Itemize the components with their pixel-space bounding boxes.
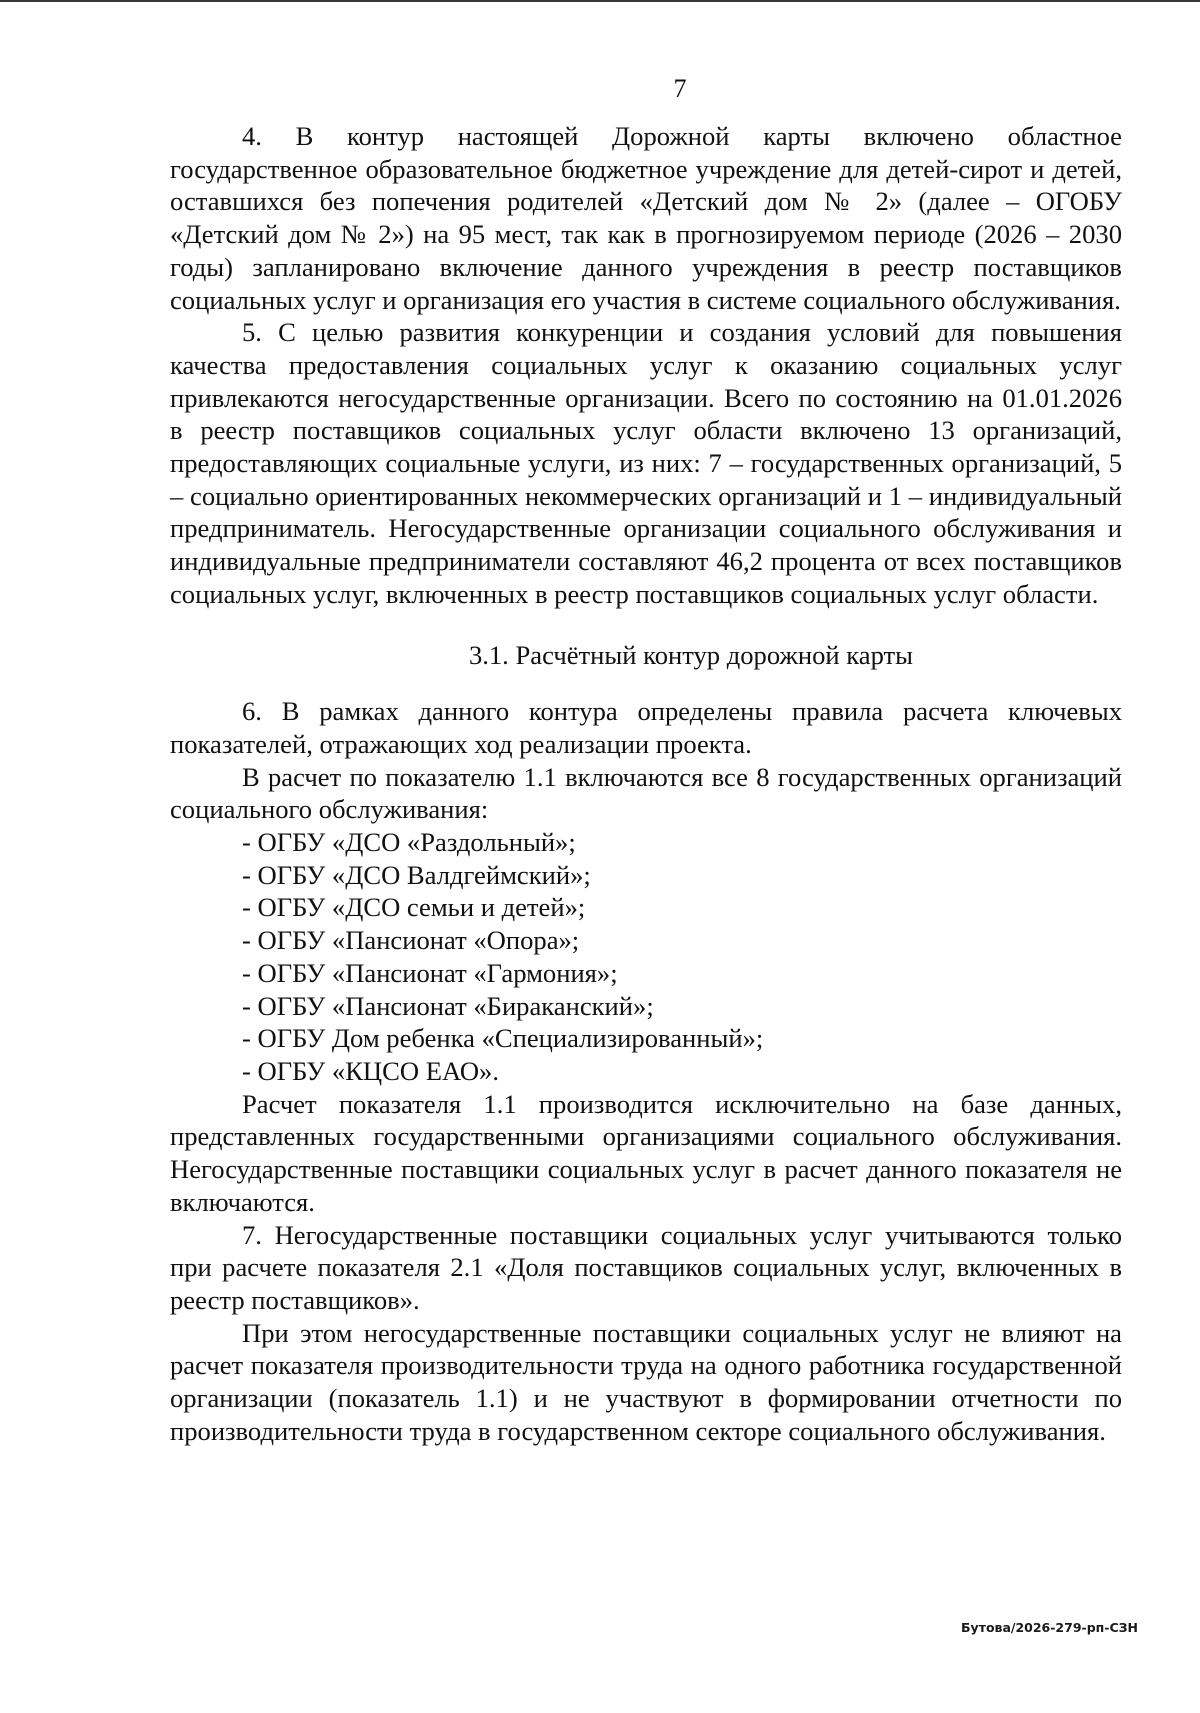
paragraph-item-7: 7. Негосударственные поставщики социальных услуг учитываются только при расчете показателя 2.1 «Доля поставщиков социальных услуг, включенных в реестр поставщиков». [170,1219,1122,1315]
paragraph-indicator-intro: В расчет по показателю 1.1 включаются все 8 государственных организаций социального обслуживания: [170,761,1122,825]
organizations-list [170,826,1122,1088]
page-number: 7 [673,74,687,103]
list-item: - ОГБУ «ДСО «Раздольный»; [242,827,576,858]
list-item: - ОГБУ «КЦСО ЕАО». [242,1055,500,1086]
list-item: - ОГБУ «Пансионат «Гармония»; [242,957,618,988]
paragraph-item-4: 4. В контур настоящей Дорожной карты включено областное государственное образовательное бюджетное учреждение для детей-сирот и детей, оставшихся без попечения родителей «Детский дом № 2» (далее – ОГОБУ «Детский дом № 2») на 95 мест, так как в прогнозируемом периоде (2026 – 2030 годы) запланировано включение данного учреждения в реестр поставщиков социальных услуг и организация его участия в системе социального обслуживания. [170,121,1122,315]
list-item: - ОГБУ Дом ребенка «Специализированный»; [242,1023,764,1054]
list-item: - ОГБУ «Пансионат «Бираканский»; [242,990,654,1021]
list-item: - ОГБУ «Пансионат «Опора»; [242,925,580,956]
paragraph-calculation-note: Расчет показателя 1.1 производится исключительно на базе данных, представленных государственными организациями социального обслуживания. Негосударственные поставщики социальных услуг в расчет данного показателя не включаются. [170,1088,1122,1217]
list-item: - ОГБУ «ДСО Валдгеймский»; [242,859,591,890]
list-item: - ОГБУ «ДСО семьи и детей»; [242,892,586,923]
paragraph-item-6: 6. В рамках данного контура определены правила расчета ключевых показателей, отражающих ход реализации проекта. [170,696,1122,759]
top-scan-rule [0,0,1200,2]
section-heading: 3.1. Расчётный контур дорожной карты [468,639,914,670]
paragraph-closing: При этом негосударственные поставщики социальных услуг не влияют на расчет показателя производительности труда на одного работника государственной организации (показатель 1.1) и не участвуют в формировании отчетности по производительности труда в государственном секторе социального обслуживания. [170,1317,1122,1446]
document-footer-code: Бутова/2026-279-рп-СЗН [961,1620,1138,1635]
document-body [170,120,1122,1447]
paragraph-item-5: 5. С целью развития конкуренции и создания условий для повышения качества предоставления социальных услуг к оказанию социальных услуг привлекаются негосударственные организации. Всего по состоянию на 01.01.2026 в реестр поставщиков социальных услуг области включено 13 организаций, предоставляющих социальные услуги, из них: 7 – государственных организаций, 5 – социально ориентированных некоммерческих организаций и 1 – индивидуальный предприниматель. Негосударственные организации социального обслуживания и индивидуальные предприниматели составляют 46,2 процента от всех поставщиков социальных услуг, включенных в реестр поставщиков социальных услуг области. [170,317,1122,609]
